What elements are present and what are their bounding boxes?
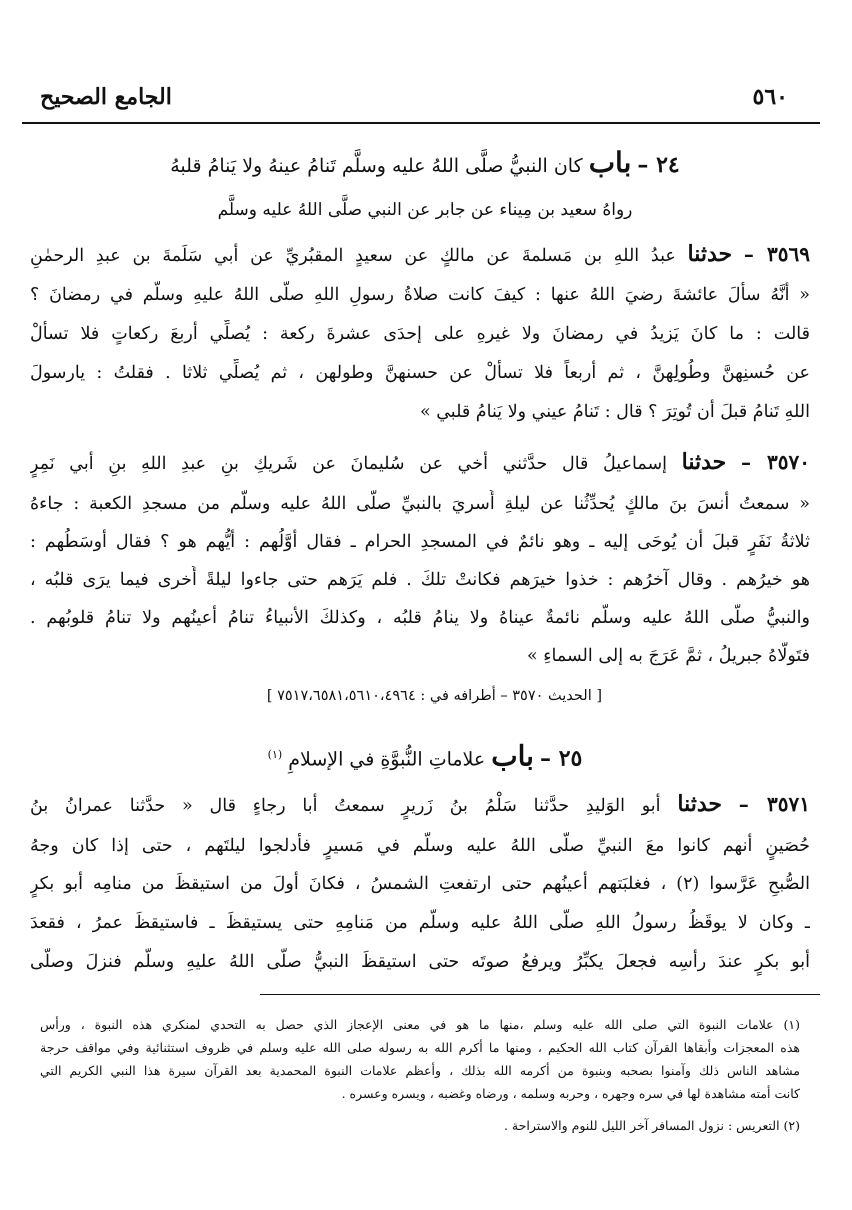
hadith-3570-line-3: ثلاثةُ نَفَرٍ قبلَ أن يُوحَى إليه ـ وهو نائمٌ في المسجدِ الحرام ـ فقال أوَّلُهم : أيُّهم هو ؟ فقال أوسَطُهم :	[30, 532, 810, 552]
hadith-3570-line-2: « سمعتُ أنسَ بنَ مالكٍ يُحدِّثُنا عن ليلةِ أُسريَ بالنبيِّ صلَّى اللهُ عليه وسلَّم من مسجدِ الكعبة : جاءهُ	[30, 494, 810, 514]
hadith-text: عبدُ اللهِ بن مَسلمةَ عن مالكٍ عن سعيدٍ المقبُريِّ عن أبي سَلَمةَ بن عبدِ الرحمٰنِ	[30, 246, 676, 266]
chapter-bab-label: باب	[588, 146, 632, 179]
haddathana-mark: حدثنا	[677, 791, 722, 817]
hadith-3570-line-4: هو خيرُهم . وقال آخرُهم : خذوا خيرَهم فكانتْ تلكَ . فلم يَرَهم حتى جاءوا ليلةً أُخرى فيما يرَى قلبُه ،	[30, 570, 810, 590]
hadith-number: ٣٥٦٩ –	[743, 242, 810, 266]
footnote-1-line-4: كانت أمته مشاهدة لها في سره وجهره ، وحربه وسلمه ، ورضاه وغضبه ، ويسره وعسره .	[341, 1086, 800, 1101]
hadith-3571-line-2: حُصَينٍ أنهم كانوا معَ النبيِّ صلَّى اللهُ عليه وسلَّم في مَسيرٍ فأدلجوا ليلتَهم ، حتى إذا كان وجهُ	[30, 836, 810, 856]
chapter-25-heading	[40, 738, 810, 774]
hadith-3569-line-3: قالت : ما كانَ يَزيدُ في رمضانَ ولا غيرهِ على إحدَى عشرةَ ركعة : يُصلِّي أربعَ ركعاتٍ فلا تسألْ	[30, 324, 810, 344]
hadith-3571-line-5: أبو بكرٍ عندَ رأسِه فجعلَ يكبِّرُ ويرفعُ صوتَه حتى استيقظَ النبيُّ صلَّى اللهُ عليهِ وسلَّم فنزلَ وصلَّى	[30, 952, 810, 972]
hadith-text: أبو الوَليدِ حدَّثنا سَلْمُ بنُ زَريرٍ سمعتُ أبا رجاءٍ قال « حدَّثنا عمرانُ بنُ	[30, 796, 661, 816]
hadith-3570-line-1	[30, 448, 810, 478]
hadith-3570-line-5: والنبيُّ صلَّى اللهُ عليه وسلَّم نائمةٌ عيناهُ ولا ينامُ قلبُه ، وكذلكَ الأنبياءُ تنامُ أعينُهم ولا تنامُ قلوبُهم .	[30, 608, 810, 628]
hadith-3570-line-6: فتَولَّاهُ جبريلُ ، ثمَّ عَرَجَ به إلى السماءِ »	[527, 646, 810, 666]
hadith-number: ٣٥٧١ –	[738, 792, 810, 816]
footnote-2: (٢) التعريس : نزول المسافر آخر الليل للنوم والاستراحة .	[503, 1118, 800, 1133]
hadith-number: ٣٥٧٠ –	[740, 450, 810, 474]
hadith-3570-cross-reference: [ الحديث ٣٥٧٠ – أطرافه في : ٧٥١٧،٦٥٨١،٥٦١٠،٤٩٦٤ ]	[266, 688, 602, 704]
chapter-number: ٢٥ –	[540, 745, 583, 772]
hadith-3569-line-5: اللهِ تَنامُ قبلَ أن تُوتِرَ ؟ قال : تَنامُ عيني ولا يَنامُ قلبي »	[419, 402, 810, 422]
hadith-3569-line-2: « أنَّهُ سألَ عائشةَ رضيَ اللهُ عنها : كيفَ كانت صلاةُ رسولِ اللهِ صلَّى اللهُ عليهِ وسلَّم في رمضانَ ؟	[30, 285, 810, 305]
footnote-1-line-2: هذه المعجزات وأبقاها القرآن كتاب الله الحكيم ، ومنها ما أكرم الله به رسوله صلى الله عليه وسلم في ظروف استثنائية وفي مواقف حرجة	[40, 1040, 800, 1055]
chapter-bab-label: باب	[491, 739, 534, 773]
chapter-title: علاماتِ النُّبوَّةِ في الإسلامِ	[288, 748, 486, 771]
hadith-text: إسماعيلُ قال حدَّثني أخي عن سُليمانَ عن شَريكِ بنِ عبدِ اللهِ بنِ أبي نَمِرٍ	[30, 454, 667, 474]
page-number: ٥٦٠	[752, 84, 788, 110]
haddathana-mark: حدثنا	[687, 241, 733, 267]
footnote-marker: (١)	[267, 748, 283, 761]
page-header	[22, 80, 830, 116]
footnote-rule	[260, 994, 820, 995]
hadith-3571-line-1	[30, 790, 810, 820]
header-rule	[22, 122, 820, 124]
hadith-3571-line-4: ـ وكان لا يوقَظُ رسولُ اللهِ صلَّى اللهُ عليه وسلَّم من مَنامِهِ حتى يستيقظَ ـ فاستيقظَ عمرُ ، فقعدَ	[30, 913, 810, 933]
footnote-1-line-3: مشاهد الناس ذلك وآمنوا بصحبه وبنبوة من أكرمه الله بذلك ، وأعظم علامات النبوة المحمدية بعد القرآن سيرة هذا النبي الكريم التي	[40, 1063, 800, 1078]
chapter-24-heading	[40, 146, 810, 182]
hadith-3569-line-1	[30, 240, 810, 270]
footnote-1-line-1: (١) علامات النبوة التي صلى الله عليه وسلم ،منها ما هو في معنى الإعجاز الذي حصل به التحدي لمنكري هذه النبوة ، ورأس	[40, 1017, 800, 1032]
haddathana-mark: حدثنا	[681, 449, 727, 475]
hadith-3569-line-4: عن حُسنِهنَّ وطُولِهنَّ ، ثم أربعاً فلا تسألْ عن حسنهنَّ وطولهن ، ثم يُصلِّي ثلاثا . فقلتُ : يارسولَ	[30, 363, 810, 383]
hadith-3571-line-3: الصُّبحِ عَرَّسوا (٢) ، فغلبَتهم أعينُهم حتى ارتفعتِ الشمسُ ، فكانَ أولَ من استيقظَ من منامِه أبو بكرٍ	[30, 874, 810, 894]
chapter-24-narration: رواهُ سعيد بن مِيناء عن جابر عن النبي صلَّى اللهُ عليه وسلَّم	[217, 200, 633, 220]
chapter-number: ٢٤ –	[637, 152, 680, 178]
chapter-title: كان النبيُّ صلَّى اللهُ عليه وسلَّم تَنامُ عينهُ ولا يَنامُ قلبهُ	[170, 155, 583, 177]
book-title: الجامع الصحيح	[40, 84, 172, 110]
